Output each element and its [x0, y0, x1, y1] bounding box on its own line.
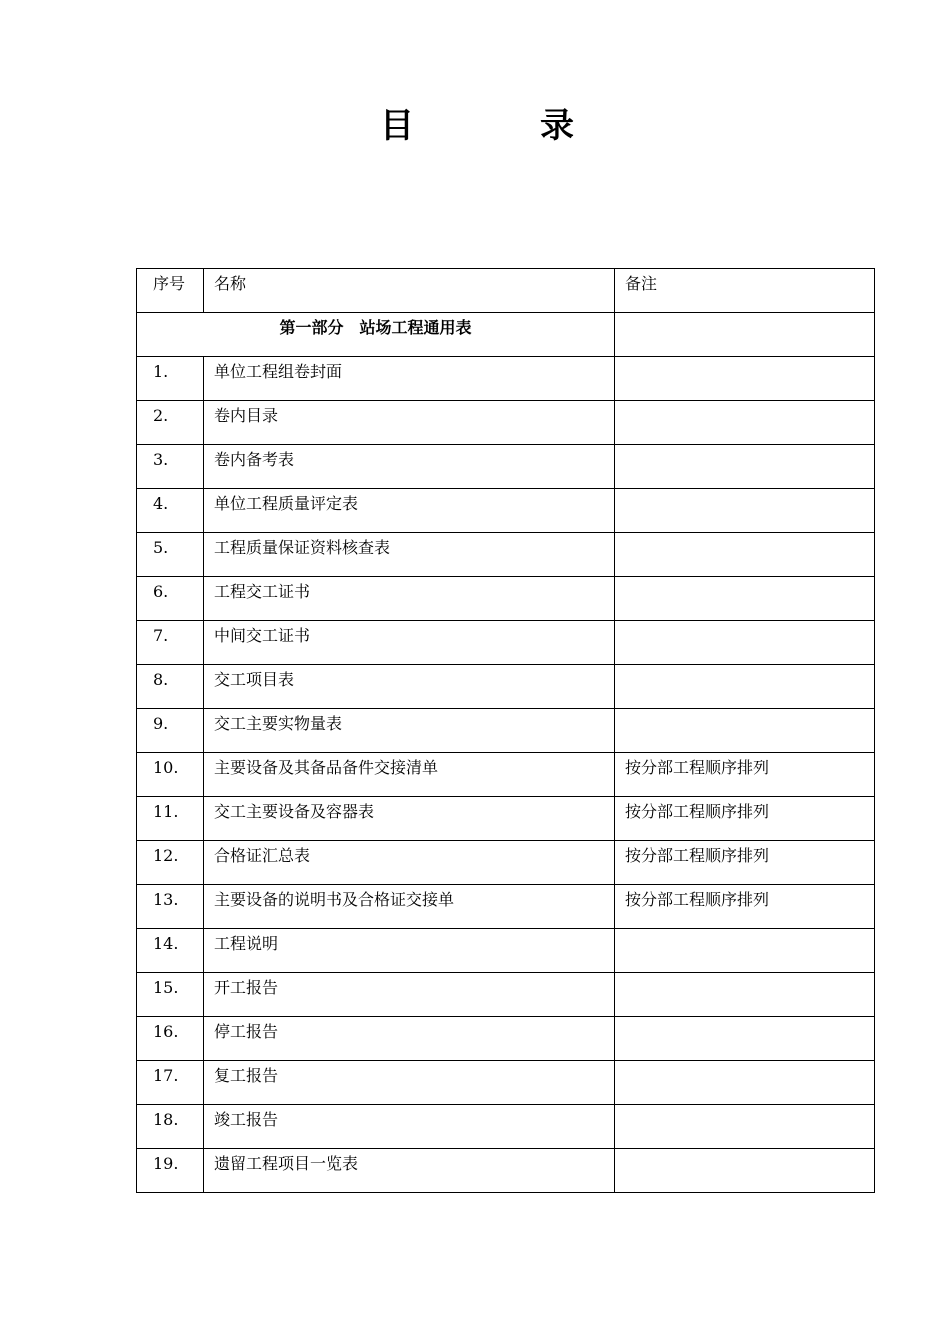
row-note: 按分部工程顺序排列: [625, 846, 770, 865]
table-row: [137, 489, 875, 533]
row-name-cell: [204, 1017, 615, 1061]
row-name: 工程说明: [214, 934, 279, 953]
row-name: 复工报告: [214, 1066, 279, 1085]
row-note: 按分部工程顺序排列: [625, 890, 770, 909]
row-note: [625, 973, 874, 978]
row-seq-cell: [137, 401, 204, 445]
row-note-cell: [615, 621, 875, 665]
row-name: 中间交工证书: [214, 626, 311, 645]
row-seq: 18.: [153, 1110, 179, 1129]
table-row: [137, 841, 875, 885]
row-note: [625, 577, 874, 582]
table-row: [137, 533, 875, 577]
row-name-cell: [204, 973, 615, 1017]
row-name: 交工主要实物量表: [214, 714, 343, 733]
row-name: 工程交工证书: [214, 582, 311, 601]
row-seq-cell: [137, 489, 204, 533]
row-name-cell: [204, 357, 615, 401]
section-row: [137, 313, 875, 357]
row-seq: 16.: [153, 1022, 179, 1041]
row-name-cell: [204, 1105, 615, 1149]
table-row: [137, 753, 875, 797]
row-name: 遗留工程项目一览表: [214, 1154, 359, 1173]
row-note-cell: [615, 1149, 875, 1193]
row-name: 卷内目录: [214, 406, 279, 425]
row-seq-cell: [137, 577, 204, 621]
row-name-cell: [204, 1061, 615, 1105]
row-name-cell: [204, 401, 615, 445]
row-name-cell: [204, 489, 615, 533]
toc-table: [136, 268, 875, 1193]
row-name: 工程质量保证资料核查表: [214, 538, 391, 557]
row-name: 竣工报告: [214, 1110, 279, 1129]
row-note: [625, 1061, 874, 1066]
row-note: [625, 665, 874, 670]
row-seq-cell: [137, 1061, 204, 1105]
row-name: 主要设备的说明书及合格证交接单: [214, 890, 455, 909]
row-name: 交工主要设备及容器表: [214, 802, 375, 821]
row-seq-cell: [137, 665, 204, 709]
row-seq: 14.: [153, 934, 179, 953]
row-note-cell: [615, 489, 875, 533]
row-note: [625, 357, 874, 362]
row-seq-cell: [137, 1149, 204, 1193]
header-note: [615, 269, 875, 313]
row-name: 合格证汇总表: [214, 846, 311, 865]
row-seq: 7.: [153, 626, 169, 645]
row-name-cell: [204, 885, 615, 929]
row-seq: 8.: [153, 670, 169, 689]
section-title-cell: [137, 313, 615, 357]
table-header-row: [137, 269, 875, 313]
header-name-label: 名称: [214, 274, 247, 293]
row-note: 按分部工程顺序排列: [625, 758, 770, 777]
row-seq-cell: [137, 885, 204, 929]
table-row: [137, 1061, 875, 1105]
header-note-label: 备注: [625, 274, 658, 293]
row-seq: 6.: [153, 582, 169, 601]
row-name-cell: [204, 841, 615, 885]
row-seq: 11.: [153, 802, 179, 821]
page-title: 目 录: [380, 106, 620, 146]
section-title: 第一部分 站场工程通用表: [279, 318, 472, 337]
row-note-cell: [615, 401, 875, 445]
table-row: [137, 357, 875, 401]
row-seq-cell: [137, 973, 204, 1017]
row-seq: 5.: [153, 538, 169, 557]
row-note: 按分部工程顺序排列: [625, 802, 770, 821]
row-seq-cell: [137, 1017, 204, 1061]
row-seq: 9.: [153, 714, 169, 733]
row-seq-cell: [137, 621, 204, 665]
row-name: 停工报告: [214, 1022, 279, 1041]
row-note-cell: [615, 533, 875, 577]
row-note-cell: [615, 445, 875, 489]
table-row: [137, 401, 875, 445]
row-seq: 19.: [153, 1154, 179, 1173]
table-row: [137, 577, 875, 621]
row-note: [625, 445, 874, 450]
row-seq-cell: [137, 753, 204, 797]
row-seq-cell: [137, 445, 204, 489]
row-seq: 1.: [153, 362, 169, 381]
row-note-cell: [615, 1105, 875, 1149]
row-note-cell: [615, 1061, 875, 1105]
row-note: [625, 1105, 874, 1110]
row-note-cell: [615, 753, 875, 797]
row-seq-cell: [137, 357, 204, 401]
row-note-cell: [615, 797, 875, 841]
table-row: [137, 709, 875, 753]
table-row: [137, 1017, 875, 1061]
row-note-cell: [615, 665, 875, 709]
table-row: [137, 1149, 875, 1193]
row-name: 卷内备考表: [214, 450, 295, 469]
row-name-cell: [204, 1149, 615, 1193]
row-name-cell: [204, 533, 615, 577]
header-name: [204, 269, 615, 313]
row-note: [625, 1149, 874, 1154]
row-name: 单位工程质量评定表: [214, 494, 359, 513]
row-name-cell: [204, 929, 615, 973]
row-name: 主要设备及其备品备件交接清单: [214, 758, 439, 777]
row-note: [625, 533, 874, 538]
table-row: [137, 973, 875, 1017]
row-seq: 4.: [153, 494, 169, 513]
row-name: 交工项目表: [214, 670, 295, 689]
row-seq: 10.: [153, 758, 179, 777]
row-note: [625, 709, 874, 714]
row-seq-cell: [137, 1105, 204, 1149]
section-note-cell: [615, 313, 875, 357]
row-seq: 15.: [153, 978, 179, 997]
header-seq: [137, 269, 204, 313]
row-note: [625, 929, 874, 934]
table-row: [137, 665, 875, 709]
row-note-cell: [615, 357, 875, 401]
row-seq-cell: [137, 709, 204, 753]
row-name-cell: [204, 577, 615, 621]
row-seq-cell: [137, 841, 204, 885]
row-note: [625, 489, 874, 494]
row-seq: 2.: [153, 406, 169, 425]
row-name: 单位工程组卷封面: [214, 362, 343, 381]
row-seq-cell: [137, 929, 204, 973]
row-note: [625, 621, 874, 626]
row-name-cell: [204, 445, 615, 489]
row-seq: 13.: [153, 890, 179, 909]
row-seq-cell: [137, 533, 204, 577]
row-name-cell: [204, 753, 615, 797]
row-note-cell: [615, 1017, 875, 1061]
row-name-cell: [204, 665, 615, 709]
row-seq-cell: [137, 797, 204, 841]
row-seq: 3.: [153, 450, 169, 469]
row-note-cell: [615, 709, 875, 753]
table-row: [137, 621, 875, 665]
table-row: [137, 929, 875, 973]
row-note-cell: [615, 885, 875, 929]
table-row: [137, 445, 875, 489]
header-seq-label: 序号: [153, 274, 186, 293]
row-note: [625, 1017, 874, 1022]
row-note-cell: [615, 841, 875, 885]
table-row: [137, 797, 875, 841]
row-name-cell: [204, 709, 615, 753]
row-note-cell: [615, 973, 875, 1017]
row-name-cell: [204, 621, 615, 665]
row-note: [625, 401, 874, 406]
table-row: [137, 1105, 875, 1149]
row-note-cell: [615, 929, 875, 973]
row-seq: 17.: [153, 1066, 179, 1085]
row-seq: 12.: [153, 846, 179, 865]
row-name: 开工报告: [214, 978, 279, 997]
table-row: [137, 885, 875, 929]
row-name-cell: [204, 797, 615, 841]
row-note-cell: [615, 577, 875, 621]
